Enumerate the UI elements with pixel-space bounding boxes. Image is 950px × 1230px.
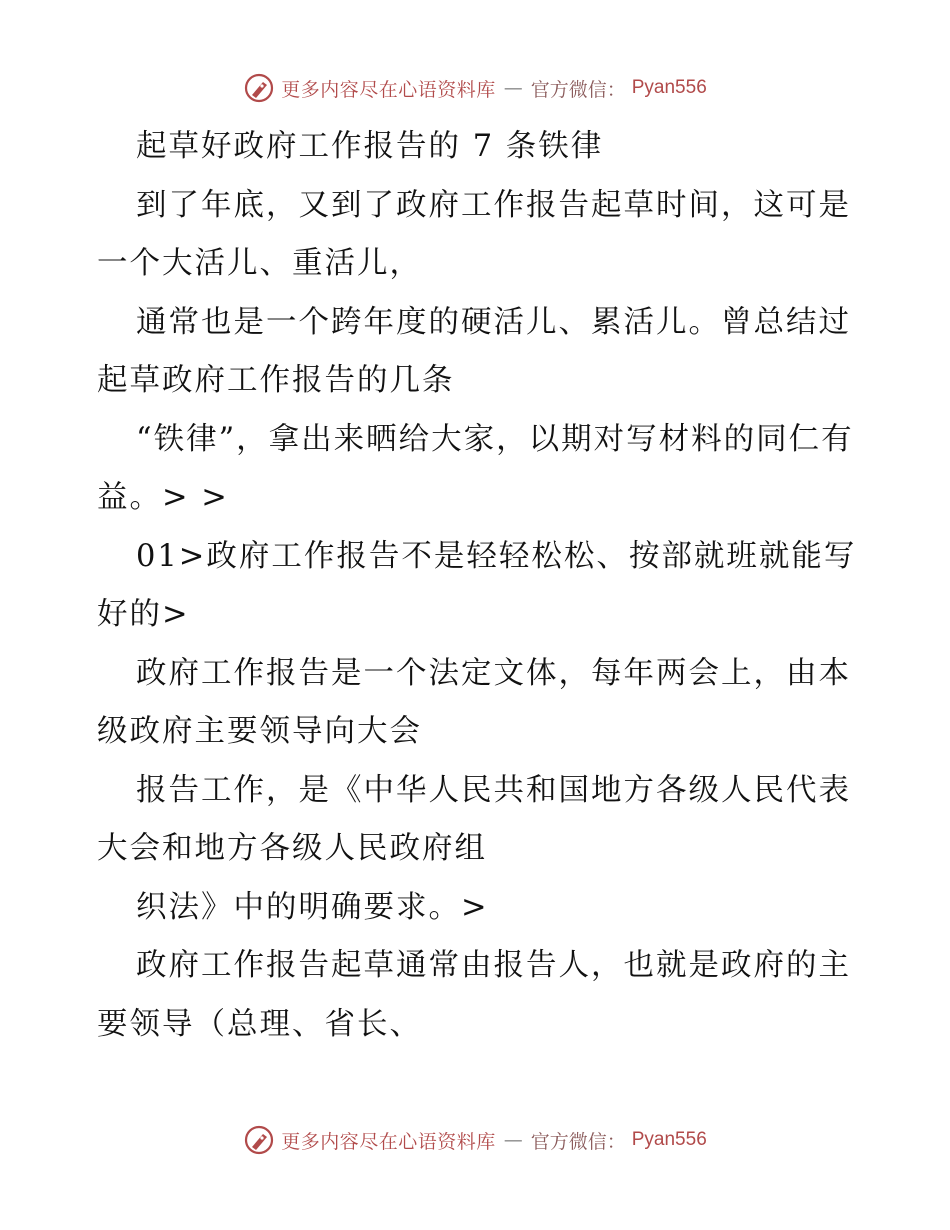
footer-watermark	[0, 1124, 950, 1156]
pen-nib-circle-icon	[243, 72, 275, 104]
watermark-text: 更多内容尽在心语资料库	[281, 1130, 496, 1153]
document-title: 起草好政府工作报告的 7 条铁律	[136, 129, 604, 164]
paragraph: 报告工作，是《中华人民共和国地方各级人民代表大会和地方各级人民政府组	[97, 772, 851, 866]
paragraph: 到了年底，又到了政府工作报告起草时间，这可是一个大活儿、重活儿，	[97, 187, 851, 281]
paragraph: 政府工作报告是一个法定文体，每年两会上，由本级政府主要领导向大会	[97, 655, 851, 749]
pen-nib-circle-icon	[243, 1124, 275, 1156]
section-heading: 01>政府工作报告不是轻轻松松、按部就班就能写好的>	[97, 538, 857, 632]
paragraph: 政府工作报告起草通常由报告人，也就是政府的主要领导（总理、省长、	[97, 948, 851, 1042]
header-watermark	[0, 72, 950, 104]
watermark-label: 官方微信：	[530, 1130, 626, 1153]
watermark-text: 更多内容尽在心语资料库	[281, 78, 496, 101]
watermark-account: Pyan556	[631, 1129, 707, 1150]
document-body	[97, 118, 857, 1054]
paragraph: 织法》中的明确要求。>	[136, 889, 489, 925]
paragraph: “铁律”，拿出来晒给大家，以期对写材料的同仁有益。> >	[97, 421, 854, 515]
watermark-separator: —	[503, 77, 523, 99]
paragraph: 通常也是一个跨年度的硬活儿、累活儿。曾总结过起草政府工作报告的几条	[97, 304, 851, 398]
watermark-separator: —	[503, 1129, 523, 1151]
watermark-label: 官方微信：	[530, 78, 626, 101]
watermark-account: Pyan556	[631, 77, 707, 98]
